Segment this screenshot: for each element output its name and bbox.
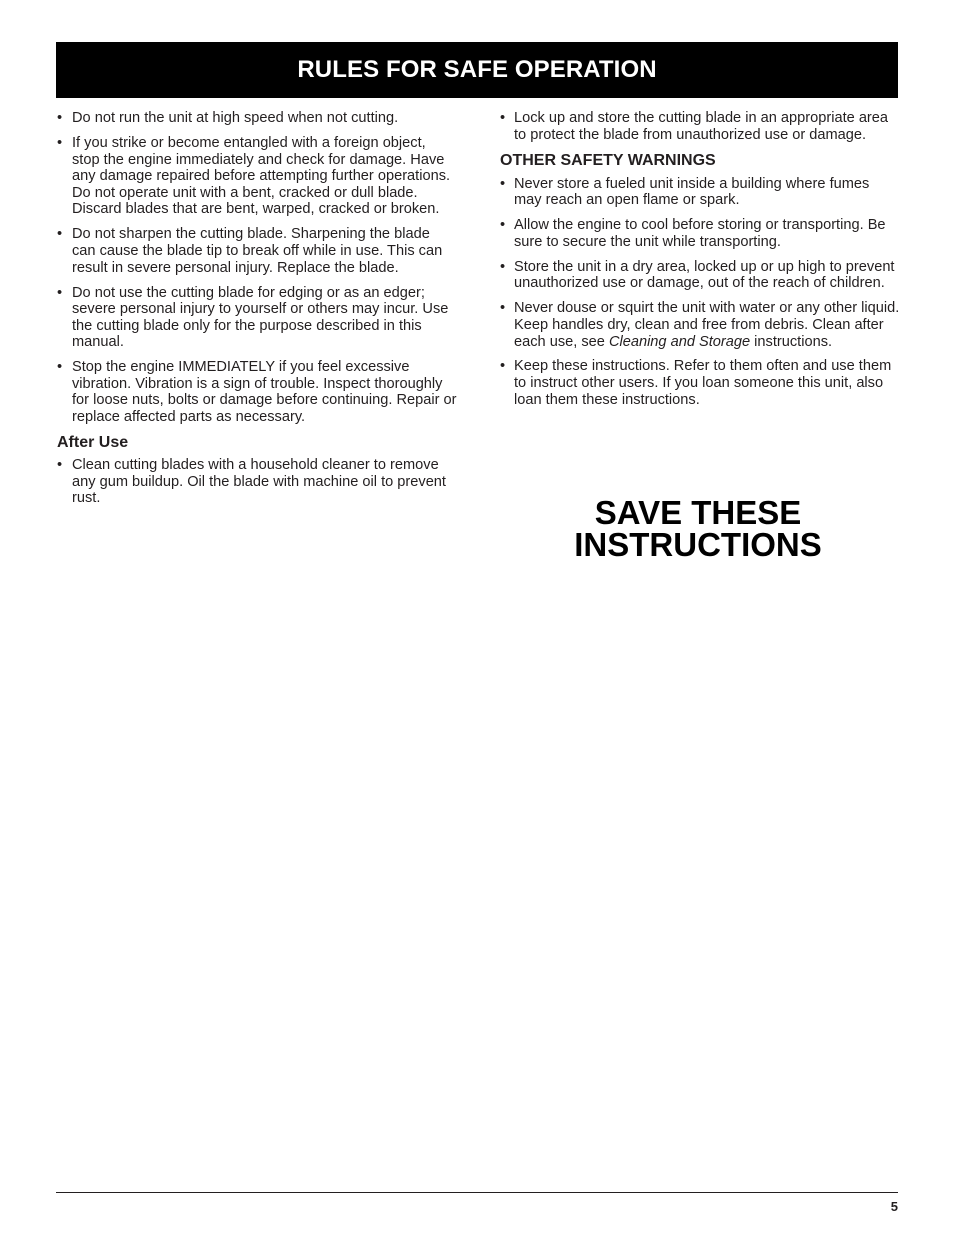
list-item: • If you strike or become entangled with a foreign object, stop the engine immediately and check for damage. Have any damage repaired before attempting further operations. Do not operate unit with a bent, cracked or dull blade. Discard blades that are bent, warped, cracked or broken. — [57, 134, 451, 218]
list-item: • Never douse or squirt the unit with water or any other liquid. Keep handles dry, clean and free from debris. Clean after each use, see Cleaning and Storage instructions. — [500, 300, 900, 350]
list-item: • Stop the engine IMMEDIATELY if you feel excessive vibration. Vibration is a sign of trouble. Inspect thoroughly for loose nuts, bolts or damage before continuing. Repair or replace affected parts as necessary. — [57, 359, 457, 426]
cleaning-and-storage-reference: Cleaning and Storage — [608, 333, 751, 350]
save-line-2: INSTRUCTIONS — [574, 526, 822, 563]
bullet-list — [500, 110, 900, 143]
list-item: • Do not sharpen the cutting blade. Sharpening the blade can cause the blade tip to break off while in use. This can result in severe personal injury. Replace the blade. — [57, 226, 443, 276]
section-title: RULES FOR SAFE OPERATION — [297, 56, 657, 83]
bullet-icon: • — [57, 110, 63, 126]
save-instructions-banner — [500, 494, 896, 563]
bullet-list — [500, 176, 900, 409]
bullet-icon: • — [57, 284, 63, 301]
save-line-1: SAVE THESE — [594, 494, 802, 531]
bullet-icon: • — [57, 226, 63, 243]
list-item: • Lock up and store the cutting blade in an appropriate area to protect the blade from unauthorized use or damage. — [500, 110, 889, 143]
bullet-icon: • — [500, 358, 506, 375]
list-item: • Store the unit in a dry area, locked up or up high to prevent unauthorized use or damage, out of the reach of children. — [500, 258, 895, 292]
right-column — [500, 110, 900, 417]
list-item: • Do not use the cutting blade for edging or as an edger; severe personal injury to yourself or others may incur. Use the cutting blade only for the purpose described in this manual. — [57, 284, 449, 351]
list-item: • Do not run the unit at high speed when not cutting. — [57, 110, 399, 126]
other-safety-warnings-heading: OTHER SAFETY WARNINGS — [500, 151, 716, 169]
list-item: • Clean cutting blades with a household cleaner to remove any gum buildup. Oil the blade with machine oil to prevent rust. — [57, 457, 446, 507]
bullet-icon: • — [57, 134, 63, 151]
left-column — [57, 110, 457, 515]
bullet-icon: • — [57, 359, 63, 376]
bullet-list — [57, 110, 457, 426]
page-number: 5 — [890, 1199, 898, 1214]
section-header-bar — [56, 42, 898, 98]
bullet-icon: • — [500, 217, 506, 234]
bullet-list — [57, 457, 457, 507]
footer-divider — [56, 1192, 898, 1193]
list-item: • Keep these instructions. Refer to them often and use them to instruct other users. If you loan someone this unit, also loan them these instructions. — [500, 358, 892, 408]
after-use-heading: After Use — [57, 434, 129, 452]
list-item: • Never store a fueled unit inside a building where fumes may reach an open flame or spark. — [500, 175, 870, 209]
bullet-icon: • — [500, 300, 506, 317]
bullet-icon: • — [500, 175, 506, 192]
list-item: • Allow the engine to cool before storing or transporting. Be sure to secure the unit while transporting. — [500, 217, 886, 250]
bullet-icon: • — [57, 457, 63, 474]
bullet-icon: • — [500, 258, 506, 275]
bullet-icon: • — [500, 110, 506, 126]
